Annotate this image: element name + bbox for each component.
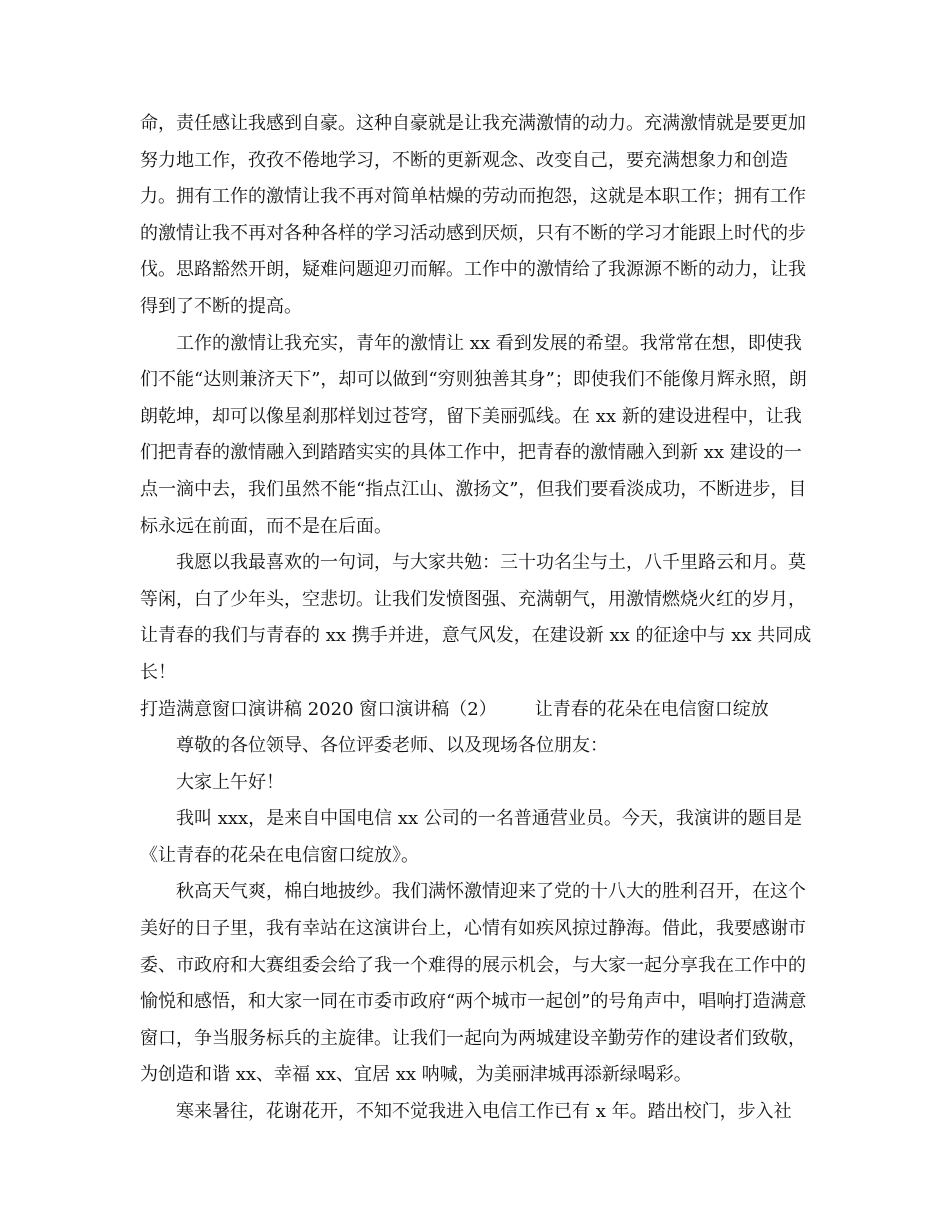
paragraph-salutation: 尊敬的各位领导、各位评委老师、以及现场各位朋友：	[176, 735, 608, 757]
paragraph-3: 我愿以我最喜欢的一句词，与大家共勉：三十功名尘与土，八千里路云和月。莫等闲，白了少年头，空悲切。让我们发愤图强、充满朝气，用激情燃烧火红的岁月，让青春的我们与青春的 xx 携手并进，意气风发，在建设新 xx 的征途中与 xx 共同成长！	[140, 552, 812, 683]
paragraph-8: 寒来暑往，花谢花开，不知不觉我进入电信工作已有 x 年。踏出校门，步入社	[176, 1101, 792, 1123]
paragraph-introduction: 我叫 xxx，是来自中国电信 xx 公司的一名普通营业员。今天，我演讲的题目是《让青春的花朵在电信窗口绽放》。	[140, 808, 802, 866]
paragraph-2: 工作的激情让我充实，青年的激情让 xx 看到发展的希望。我常常在想，即使我们不能“达则兼济天下”，却可以做到“穷则独善其身”；即使我们不能像月辉永照，朗朗乾坤，却可以像星刹那样划过苍穹，留下美丽弧线。在 xx 新的建设进程中，让我们把青春的激情融入到踏踏实实的具体工作中，把青春的激情融入到新 xx 建设的一点一滴中去，我们虽然不能“指点江山、激扬文”，但我们要看淡成功，不断进步，目标永远在前面，而不是在后面。	[140, 332, 807, 537]
paragraph-1: 命，责任感让我感到自豪。这种自豪就是让我充满激情的动力。充满激情就是要更加努力地工作，孜孜不倦地学习，不断的更新观念、改变自己，要充满想象力和创造力。拥有工作的激情让我不再对简单枯燥的劳动而抱怨，这就是本职工作；拥有工作的激情让我不再对各种各样的学习活动感到厌烦，只有不断的学习才能跟上时代的步伐。思路豁然开朗，疑难问题迎刃而解。工作中的激情给了我源源不断的动力，让我得到了不断的提高。	[140, 113, 806, 317]
section-heading-right: 让青春的花朵在电信窗口绽放	[534, 698, 769, 720]
paragraph-greeting: 大家上午好！	[176, 771, 284, 793]
paragraph-7: 秋高天气爽，棉白地披纱。我们满怀激情迎来了党的十八大的胜利召开，在这个美好的日子里，我有幸站在这演讲台上，心情有如疾风掠过静海。借此，我要感谢市委、市政府和大赛组委会给了我一个难得的展示机会，与大家一起分享我在工作中的愉悦和感悟，和大家一同在市委市政府“两个城市一起创”的号角声中，唱响打造满意窗口，争当服务标兵的主旋律。让我们一起向为两城建设辛勤劳作的建设者们致敬，为创造和谐 xx、幸福 xx、宜居 xx 呐喊，为美丽津城再添新绿喝彩。	[140, 881, 807, 1086]
section-heading-left: 打造满意窗口演讲稿 2020 窗口演讲稿（2）	[140, 698, 497, 720]
document-body	[140, 106, 814, 1131]
section-heading	[140, 692, 814, 729]
